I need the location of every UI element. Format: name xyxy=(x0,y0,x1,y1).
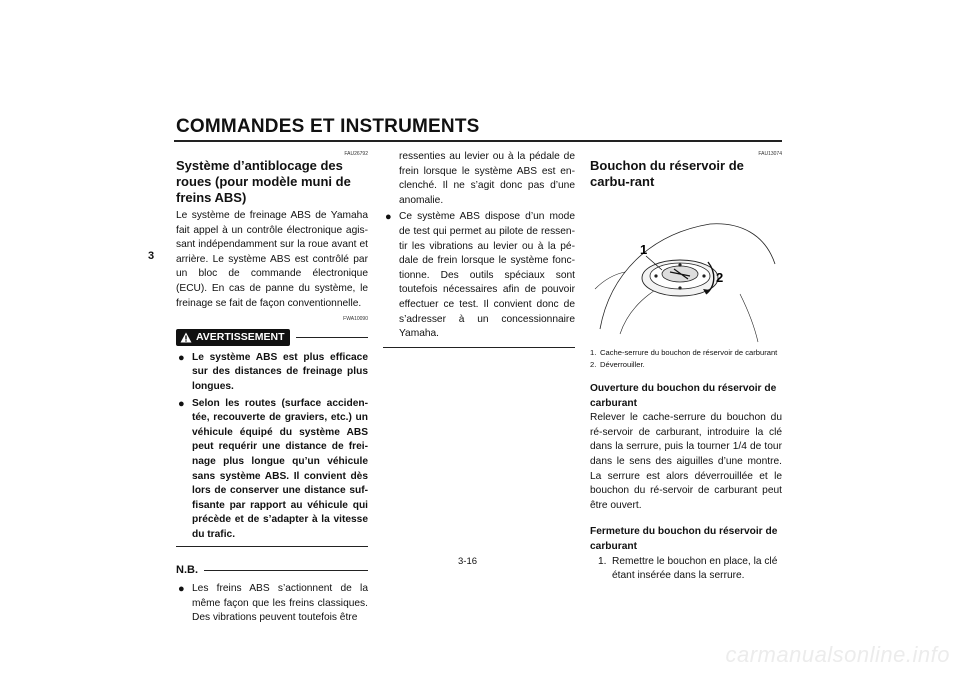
figure-label: 1 xyxy=(640,242,648,257)
nb-bullet-continued: ressenties au levier ou à la pédale de frein lorsque le système ABS est en-clenché. Il ne s’agit donc pas d’une anomalie. xyxy=(399,151,575,206)
nb-header xyxy=(176,563,368,578)
warning-end-rule xyxy=(176,546,368,547)
bullet-icon: ● xyxy=(178,397,185,410)
warning-bullet: ● Le système ABS est plus efficace sur des distances de freinage plus longues. xyxy=(176,351,368,395)
bullet-icon: ● xyxy=(178,583,185,596)
figure-label: 2 xyxy=(716,270,724,285)
page-title: COMMANDES ET INSTRUMENTS xyxy=(176,116,480,137)
section-code: FAU13074 xyxy=(758,151,782,157)
fuel-cap-illustration xyxy=(590,194,782,344)
warning-header xyxy=(176,329,368,346)
bullet-icon: ● xyxy=(385,211,392,224)
watermark: carmanualsonline.info xyxy=(725,642,950,667)
chapter-tab: 3 xyxy=(148,250,155,262)
figure-caption: 2. Déverrouiller. xyxy=(590,360,645,369)
nb-bullet: ● Les freins ABS s’actionnent de la même façon que les freins classiques. Des vibrations peuvent toutefois être xyxy=(176,582,368,626)
warning-badge xyxy=(176,329,290,346)
section-heading-fuel-cap: Bouchon du réservoir de carbu-rant xyxy=(590,158,744,189)
column-2 xyxy=(383,150,575,348)
section-heading-abs: Système d’antiblocage des roues (pour modèle muni de freins ABS) xyxy=(176,158,351,205)
page-number: 3-16 xyxy=(458,556,478,567)
closing-step: 1. Remettre le bouchon en place, la clé étant insérée dans la serrure. xyxy=(598,555,778,582)
warning-code: FWA10090 xyxy=(343,316,368,323)
figure-caption: 1. Cache-serrure du bouchon de réservoir de carburant xyxy=(590,348,778,357)
warning-triangle-icon xyxy=(180,332,192,343)
header-rule xyxy=(174,140,782,142)
nb-label: N.B. xyxy=(176,564,198,577)
nb-bullet: ● Ce système ABS dispose d’un mode de test qui permet au pilote de ressen-tir les vibrations au levier ou à la pé-dale de frein lorsque le système fonc-tionne. Des outils spéciaux sont toutefois nécessaires afin de pouvoir effectuer ce test. Il convient donc de s’adresser à un concessionnaire Yamaha. xyxy=(383,210,575,341)
section-code: FAU26792 xyxy=(344,151,368,157)
opening-title: Ouverture du bouchon du réservoir de carburant xyxy=(590,383,777,409)
opening-text: Relever le cache-serrure du bouchon du ré-servoir de carburant, introduire la clé dans la serrure, puis la tourner 1/4 de tour dans le sens des aiguilles d’une montre. La serrure est alors déverrouillée et le bouchon du ré-servoir de carburant peut être ouvert. xyxy=(590,412,782,511)
column-1 xyxy=(176,150,368,626)
warning-label: AVERTISSEMENT xyxy=(196,331,285,344)
abs-description: Le système de freinage ABS de Yamaha fait appel à un contrôle électronique agis-sant indépendamment sur la roue avant et arrière. Le système ABS est contrôlé par un bloc de commande électronique (ECU). En cas de panne du système, le freinage se fait de façon conventionnelle. xyxy=(176,210,368,309)
closing-title: Fermeture du bouchon du réservoir de carburant xyxy=(590,526,778,552)
bullet-icon: ● xyxy=(178,351,185,364)
nb-end-rule xyxy=(383,347,575,348)
warning-bullet: ● Selon les routes (surface acciden-tée, recouverte de graviers, etc.) un véhicule équipé du système ABS peut requérir une distance de frei-nage plus longue qu’un véhicule sans système ABS. Il convient dès lors de conserver une distance suf-fisante par rapport au véhicule qui précède et de s’adapter à la vitesse du trafic. xyxy=(176,397,368,543)
column-3 xyxy=(590,150,782,584)
